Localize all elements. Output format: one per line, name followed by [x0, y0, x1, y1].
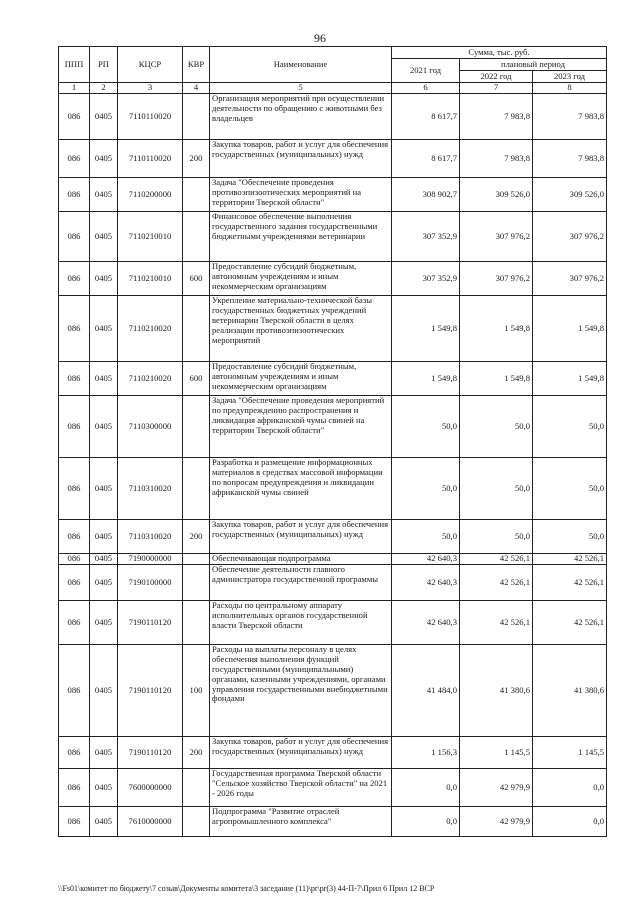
cell-kcsr: 7190100000	[118, 565, 183, 601]
cell-2022: 42 526,1	[460, 601, 533, 645]
cell-rp: 0405	[90, 178, 118, 212]
cell-rp: 0405	[90, 520, 118, 554]
table-row	[59, 396, 607, 458]
cell-kvr: 100	[183, 645, 210, 737]
table-row	[59, 178, 607, 212]
cell-ppp: 086	[59, 362, 90, 396]
cell-2021: 307 352,9	[392, 212, 460, 262]
table-row	[59, 807, 607, 837]
cell-2022: 1 549,8	[460, 296, 533, 362]
budget-table	[58, 46, 607, 837]
cell-kcsr: 7110110020	[118, 94, 183, 140]
cell-kvr	[183, 178, 210, 212]
cell-ppp: 086	[59, 262, 90, 296]
cell-name: Задача "Обеспечение проведения противоэпизоотических мероприятий на территории Тверской области"	[210, 178, 392, 212]
cell-rp: 0405	[90, 554, 118, 565]
cell-rp: 0405	[90, 601, 118, 645]
cell-2021: 50,0	[392, 520, 460, 554]
cell-2023: 50,0	[533, 520, 607, 554]
cell-2022: 50,0	[460, 520, 533, 554]
cell-2021: 41 484,0	[392, 645, 460, 737]
page-number: 96	[314, 31, 326, 45]
cell-kcsr: 7110210010	[118, 262, 183, 296]
cell-rp: 0405	[90, 737, 118, 769]
header-ppp: ППП	[59, 47, 90, 83]
cell-2022: 41 380,6	[460, 645, 533, 737]
table-row	[59, 645, 607, 737]
header-rp: РП	[90, 47, 118, 83]
cell-name: Государственная программа Тверской области "Сельское хозяйство Тверской области" на 2021 - 2026 годы	[210, 769, 392, 807]
cell-kcsr: 7110310020	[118, 520, 183, 554]
cell-kcsr: 7110300000	[118, 396, 183, 458]
cell-2023: 42 526,1	[533, 565, 607, 601]
cell-kcsr: 7190110120	[118, 645, 183, 737]
cell-rp: 0405	[90, 262, 118, 296]
cell-2022: 50,0	[460, 396, 533, 458]
cell-kvr: 200	[183, 520, 210, 554]
cell-2021: 42 640,3	[392, 565, 460, 601]
cell-ppp: 086	[59, 565, 90, 601]
cell-kcsr: 7610000000	[118, 807, 183, 837]
cell-kvr	[183, 396, 210, 458]
cell-kcsr: 7600000000	[118, 769, 183, 807]
table-row	[59, 296, 607, 362]
cell-rp: 0405	[90, 362, 118, 396]
cell-2021: 8 617,7	[392, 94, 460, 140]
cell-rp: 0405	[90, 396, 118, 458]
cell-ppp: 086	[59, 554, 90, 565]
cell-kcsr: 7190110120	[118, 601, 183, 645]
cell-name: Предоставление субсидий бюджетным, автономным учреждениям и иным некоммерческим организациям	[210, 262, 392, 296]
cell-name: Организация мероприятий при осуществлении деятельности по обращению с животными без владельцев	[210, 94, 392, 140]
cell-2022: 50,0	[460, 458, 533, 520]
cell-ppp: 086	[59, 601, 90, 645]
cell-name: Обеспечивающая подпрограмма	[210, 554, 392, 565]
table-row	[59, 601, 607, 645]
cell-kcsr: 7110210020	[118, 296, 183, 362]
cell-2021: 50,0	[392, 458, 460, 520]
cell-ppp: 086	[59, 296, 90, 362]
cell-2023: 42 526,1	[533, 601, 607, 645]
cell-kvr	[183, 807, 210, 837]
cell-ppp: 086	[59, 645, 90, 737]
cell-name: Предоставление субсидий бюджетным, автономным учреждениям и иным некоммерческим организациям	[210, 362, 392, 396]
column-index: 6	[392, 83, 460, 94]
cell-2021: 307 352,9	[392, 262, 460, 296]
cell-2022: 1 145,5	[460, 737, 533, 769]
table-row	[59, 262, 607, 296]
cell-2021: 8 617,7	[392, 140, 460, 178]
cell-kcsr: 7110310020	[118, 458, 183, 520]
cell-2023: 0,0	[533, 769, 607, 807]
cell-name: Разработка и размещение информационных материалов в средствах массовой информации по вопросам предупреждения и ликвидации африканской чумы свиней	[210, 458, 392, 520]
cell-kcsr: 7110210010	[118, 212, 183, 262]
cell-rp: 0405	[90, 94, 118, 140]
column-index: 1	[59, 83, 90, 94]
cell-rp: 0405	[90, 140, 118, 178]
cell-kvr: 200	[183, 737, 210, 769]
column-index: 7	[460, 83, 533, 94]
cell-rp: 0405	[90, 807, 118, 837]
cell-2022: 42 526,1	[460, 565, 533, 601]
table-row	[59, 737, 607, 769]
cell-kvr: 600	[183, 262, 210, 296]
cell-ppp: 086	[59, 458, 90, 520]
file-path-footer: \\Fs01\комитет по бюджету\7 созыв\Документы комитета\3 заседание (11)\pr\pr(3) 44-П-7\Прил 6 Прил 12 ВСР	[58, 884, 435, 893]
cell-2023: 307 976,2	[533, 212, 607, 262]
column-index: 8	[533, 83, 607, 94]
column-index: 2	[90, 83, 118, 94]
cell-kvr	[183, 565, 210, 601]
table-row	[59, 565, 607, 601]
header-kcsr: КЦСР	[118, 47, 183, 83]
table-row	[59, 362, 607, 396]
cell-kvr	[183, 769, 210, 807]
cell-ppp: 086	[59, 769, 90, 807]
header-sum: Сумма, тыс. руб.	[392, 47, 607, 59]
table-row	[59, 458, 607, 520]
cell-ppp: 086	[59, 140, 90, 178]
cell-name: Задача "Обеспечение проведения мероприятий по предупреждению распространения и ликвидация африканской чумы свиней на территории Тверской области"	[210, 396, 392, 458]
cell-2021: 1 156,3	[392, 737, 460, 769]
table-row	[59, 520, 607, 554]
cell-2023: 307 976,2	[533, 262, 607, 296]
header-planned-period: плановый период	[460, 59, 607, 71]
table-row	[59, 212, 607, 262]
cell-ppp: 086	[59, 94, 90, 140]
cell-2022: 7 983,8	[460, 94, 533, 140]
cell-rp: 0405	[90, 296, 118, 362]
cell-kvr	[183, 601, 210, 645]
cell-name: Подпрограмма "Развитие отраслей агропромышленного комплекса"	[210, 807, 392, 837]
cell-name: Закупка товаров, работ и услуг для обеспечения государственных (муниципальных) нужд	[210, 140, 392, 178]
cell-2022: 1 549,8	[460, 362, 533, 396]
cell-2021: 308 902,7	[392, 178, 460, 212]
header-name: Наименование	[210, 47, 392, 83]
cell-rp: 0405	[90, 565, 118, 601]
header-kvr: КВР	[183, 47, 210, 83]
cell-name: Расходы по центральному аппарату исполнительных органов государственной власти Тверской области	[210, 601, 392, 645]
cell-ppp: 086	[59, 520, 90, 554]
cell-kvr	[183, 94, 210, 140]
column-index-row	[59, 83, 607, 94]
cell-name: Закупка товаров, работ и услуг для обеспечения государственных (муниципальных) нужд	[210, 737, 392, 769]
cell-ppp: 086	[59, 178, 90, 212]
cell-rp: 0405	[90, 645, 118, 737]
cell-kcsr: 7110200000	[118, 178, 183, 212]
cell-2023: 41 380,6	[533, 645, 607, 737]
cell-name: Укрепление материально-технической базы государственных бюджетных учреждений ветеринарии Тверской области в целях реализации противоэпизоотических мероприятий	[210, 296, 392, 362]
column-index: 3	[118, 83, 183, 94]
table-row	[59, 94, 607, 140]
cell-name: Финансовое обеспечение выполнения государственного задания государственными бюджетными учреждениями ветеринарии	[210, 212, 392, 262]
cell-2023: 42 526,1	[533, 554, 607, 565]
cell-2023: 1 549,8	[533, 296, 607, 362]
column-index: 5	[210, 83, 392, 94]
cell-2022: 307 976,2	[460, 262, 533, 296]
header-year-2023: 2023 год	[533, 71, 607, 83]
cell-2023: 1 549,8	[533, 362, 607, 396]
cell-2021: 0,0	[392, 807, 460, 837]
cell-2023: 50,0	[533, 458, 607, 520]
cell-ppp: 086	[59, 807, 90, 837]
table-row	[59, 769, 607, 807]
cell-2022: 309 526,0	[460, 178, 533, 212]
cell-2021: 0,0	[392, 769, 460, 807]
cell-kvr: 200	[183, 140, 210, 178]
cell-2023: 7 983,8	[533, 94, 607, 140]
cell-2021: 42 640,3	[392, 554, 460, 565]
cell-2022: 42 526,1	[460, 554, 533, 565]
column-index: 4	[183, 83, 210, 94]
cell-name: Обеспечение деятельности главного администратора государственной программы	[210, 565, 392, 601]
cell-kvr: 600	[183, 362, 210, 396]
cell-kcsr: 7110210020	[118, 362, 183, 396]
cell-kvr	[183, 296, 210, 362]
cell-2022: 7 983,8	[460, 140, 533, 178]
cell-2021: 1 549,8	[392, 362, 460, 396]
cell-ppp: 086	[59, 737, 90, 769]
cell-2021: 42 640,3	[392, 601, 460, 645]
cell-kvr	[183, 212, 210, 262]
cell-2022: 42 979,9	[460, 807, 533, 837]
cell-2022: 42 979,9	[460, 769, 533, 807]
cell-2023: 7 983,8	[533, 140, 607, 178]
cell-2022: 307 976,2	[460, 212, 533, 262]
header-year-2022: 2022 год	[460, 71, 533, 83]
cell-rp: 0405	[90, 212, 118, 262]
table-row	[59, 140, 607, 178]
cell-2023: 50,0	[533, 396, 607, 458]
header-year-2021: 2021 год	[392, 59, 460, 83]
cell-kvr	[183, 458, 210, 520]
cell-kvr	[183, 554, 210, 565]
cell-2021: 1 549,8	[392, 296, 460, 362]
cell-2023: 0,0	[533, 807, 607, 837]
cell-kcsr: 7110110020	[118, 140, 183, 178]
cell-ppp: 086	[59, 396, 90, 458]
cell-rp: 0405	[90, 769, 118, 807]
cell-2023: 309 526,0	[533, 178, 607, 212]
cell-2023: 1 145,5	[533, 737, 607, 769]
cell-name: Закупка товаров, работ и услуг для обеспечения государственных (муниципальных) нужд	[210, 520, 392, 554]
cell-rp: 0405	[90, 458, 118, 520]
cell-2021: 50,0	[392, 396, 460, 458]
cell-name: Расходы на выплаты персоналу в целях обеспечения выполнения функций государственными (муниципальными) органами, казенными учреждениями, органами управления государственными внебюджетными фондами	[210, 645, 392, 737]
cell-kcsr: 7190000000	[118, 554, 183, 565]
table-row	[59, 554, 607, 565]
cell-ppp: 086	[59, 212, 90, 262]
cell-kcsr: 7190110120	[118, 737, 183, 769]
